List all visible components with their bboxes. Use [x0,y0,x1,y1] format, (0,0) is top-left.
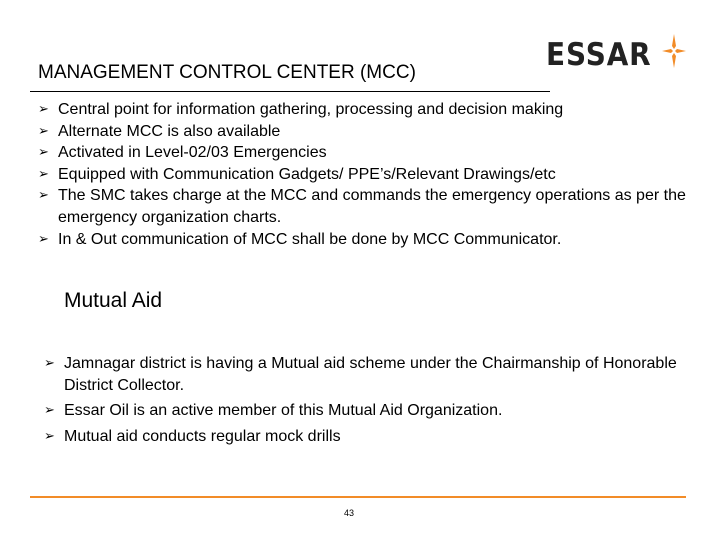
list-item-text: Activated in Level-02/03 Emergencies [58,144,327,162]
list-item-text: In & Out communication of MCC shall be done by MCC Communicator. [58,230,562,248]
list-item-text: Equipped with Communication Gadgets/ PPE’s/Relevant Drawings/etc [58,165,556,183]
essar-logo [546,34,691,72]
list-item-text: Alternate MCC is also available [58,122,281,140]
list-item [44,353,714,396]
arrowhead-bullet-icon: ➢ [38,231,49,247]
arrowhead-bullet-icon: ➢ [44,356,55,371]
list-item [38,142,718,164]
arrowhead-bullet-icon: ➢ [38,145,49,161]
list-item-text: Jamnagar district is having a Mutual aid scheme under the Chairmanship of Honorable District Collector. [64,355,677,394]
list-item [38,229,718,251]
arrowhead-bullet-icon: ➢ [44,428,55,444]
list-item-text: Essar Oil is an active member of this Mutual Aid Organization. [64,402,503,420]
section-title-mutual-aid: Mutual Aid [64,289,163,312]
list-item-text: Mutual aid conducts regular mock drills [64,427,341,445]
list-item [44,400,714,422]
list-item [38,99,718,121]
essar-star-icon [662,34,686,68]
footer-divider [30,496,686,498]
list-item-text: Central point for information gathering, processing and decision making [58,101,564,118]
logo-wordmark: ESSAR [546,37,652,73]
page-title: MANAGEMENT CONTROL CENTER (MCC) [38,62,416,83]
list-item [38,164,718,186]
list-item-text: The SMC takes charge at the MCC and commands the emergency operations as per the emergency organization charts. [58,187,686,226]
list-item [44,426,714,448]
arrowhead-bullet-icon: ➢ [44,403,55,419]
mcc-bullet-list [38,99,718,250]
arrowhead-bullet-icon: ➢ [38,188,49,204]
arrowhead-bullet-icon: ➢ [38,102,49,117]
mutual-aid-bullet-list [44,353,714,451]
title-underline [30,91,550,92]
arrowhead-bullet-icon: ➢ [38,166,49,182]
arrowhead-bullet-icon: ➢ [38,123,49,139]
list-item [38,121,718,143]
list-item [38,185,718,228]
page-number: 43 [344,508,355,518]
